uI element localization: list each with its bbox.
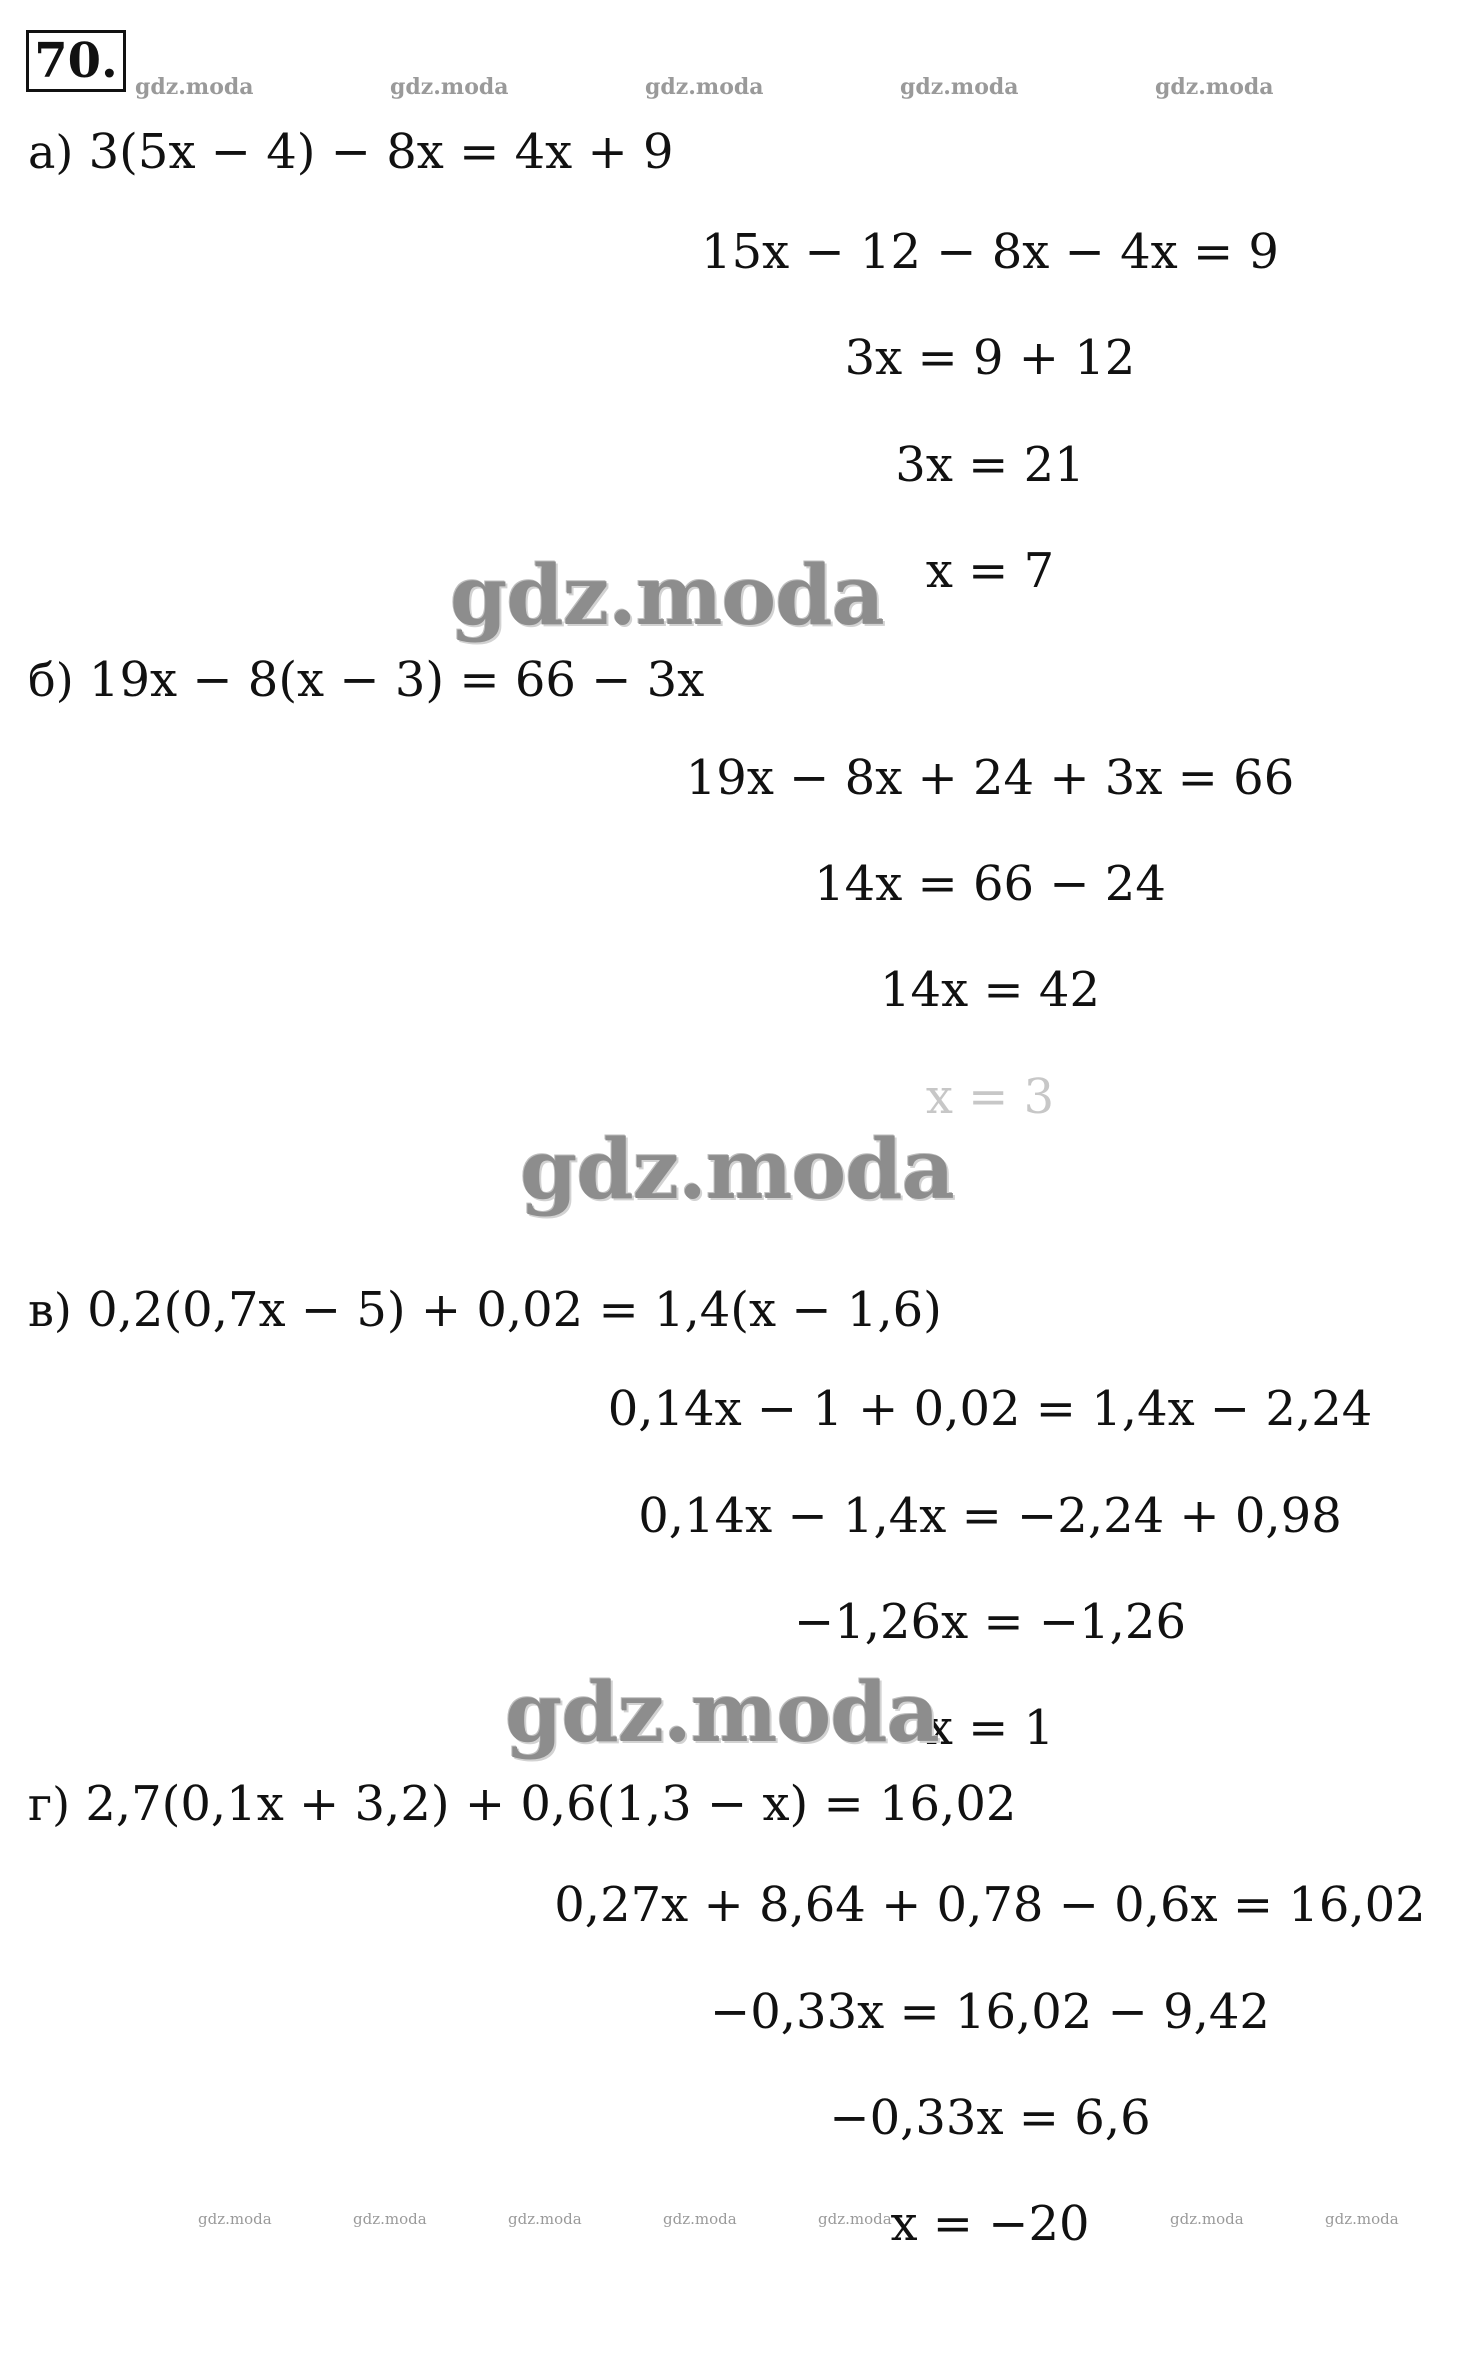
- watermark-small: gdz.moda: [900, 74, 1019, 100]
- part-b-step-3: 14x = 42: [880, 962, 1100, 1018]
- watermark-small: gdz.moda: [135, 74, 254, 100]
- watermark-large: gdz.moda: [520, 1122, 954, 1218]
- part-a-step-2: 3x = 9 + 12: [844, 330, 1136, 386]
- watermark-tiny: gdz.moda: [508, 2210, 582, 2228]
- part-a-step-1: 15x − 12 − 8x − 4x = 9: [701, 224, 1279, 280]
- part-a-step-3: 3x = 21: [895, 437, 1085, 493]
- part-b-equation: [28, 650, 704, 710]
- watermark-small: gdz.moda: [645, 74, 764, 100]
- part-d-step-2: −0,33x = 16,02 − 9,42: [710, 1984, 1270, 2040]
- part-d-label: г): [28, 1777, 71, 1831]
- part-d-step-1: 0,27x + 8,64 + 0,78 − 0,6x = 16,02: [554, 1877, 1426, 1933]
- part-c-label: в): [28, 1283, 72, 1337]
- part-a-label: а): [28, 125, 74, 179]
- watermark-tiny: gdz.moda: [663, 2210, 737, 2228]
- part-c-step-2: 0,14x − 1,4x = −2,24 + 0,98: [638, 1488, 1342, 1544]
- part-b-step-4: x = 3: [925, 1069, 1055, 1125]
- part-c-step-3: −1,26x = −1,26: [794, 1594, 1186, 1650]
- part-a-equation: [28, 122, 673, 182]
- watermark-tiny: gdz.moda: [1170, 2210, 1244, 2228]
- part-b-step-1: 19x − 8x + 24 + 3x = 66: [685, 750, 1295, 806]
- watermark-tiny: gdz.moda: [353, 2210, 427, 2228]
- part-d-equation-text: 2,7(0,1x + 3,2) + 0,6(1,3 − x) = 16,02: [85, 1776, 1017, 1832]
- part-b-label: б): [28, 653, 74, 707]
- watermark-tiny: gdz.moda: [1325, 2210, 1399, 2228]
- watermark-small: gdz.moda: [390, 74, 509, 100]
- part-c-equation: [28, 1280, 942, 1340]
- part-a-equation-text: 3(5x − 4) − 8x = 4x + 9: [88, 124, 674, 180]
- part-c-step-4: x = 1: [925, 1700, 1055, 1756]
- part-a-step-4: x = 7: [925, 543, 1055, 599]
- part-d-step-3: −0,33x = 6,6: [829, 2090, 1151, 2146]
- watermark-tiny: gdz.moda: [198, 2210, 272, 2228]
- watermark-small: gdz.moda: [1155, 74, 1274, 100]
- part-b-equation-text: 19x − 8(x − 3) = 66 − 3x: [88, 652, 705, 708]
- problem-number: 70.: [26, 30, 126, 92]
- watermark-large: gdz.moda: [505, 1665, 939, 1761]
- part-c-step-1: 0,14x − 1 + 0,02 = 1,4x − 2,24: [607, 1381, 1373, 1437]
- part-d-step-4: x = −20: [890, 2196, 1090, 2252]
- watermark-large: gdz.moda: [450, 548, 884, 644]
- part-c-equation-text: 0,2(0,7x − 5) + 0,02 = 1,4(x − 1,6): [87, 1282, 942, 1338]
- watermark-tiny: gdz.moda: [818, 2210, 892, 2228]
- part-d-equation: [28, 1774, 1016, 1834]
- part-b-step-2: 14x = 66 − 24: [814, 856, 1166, 912]
